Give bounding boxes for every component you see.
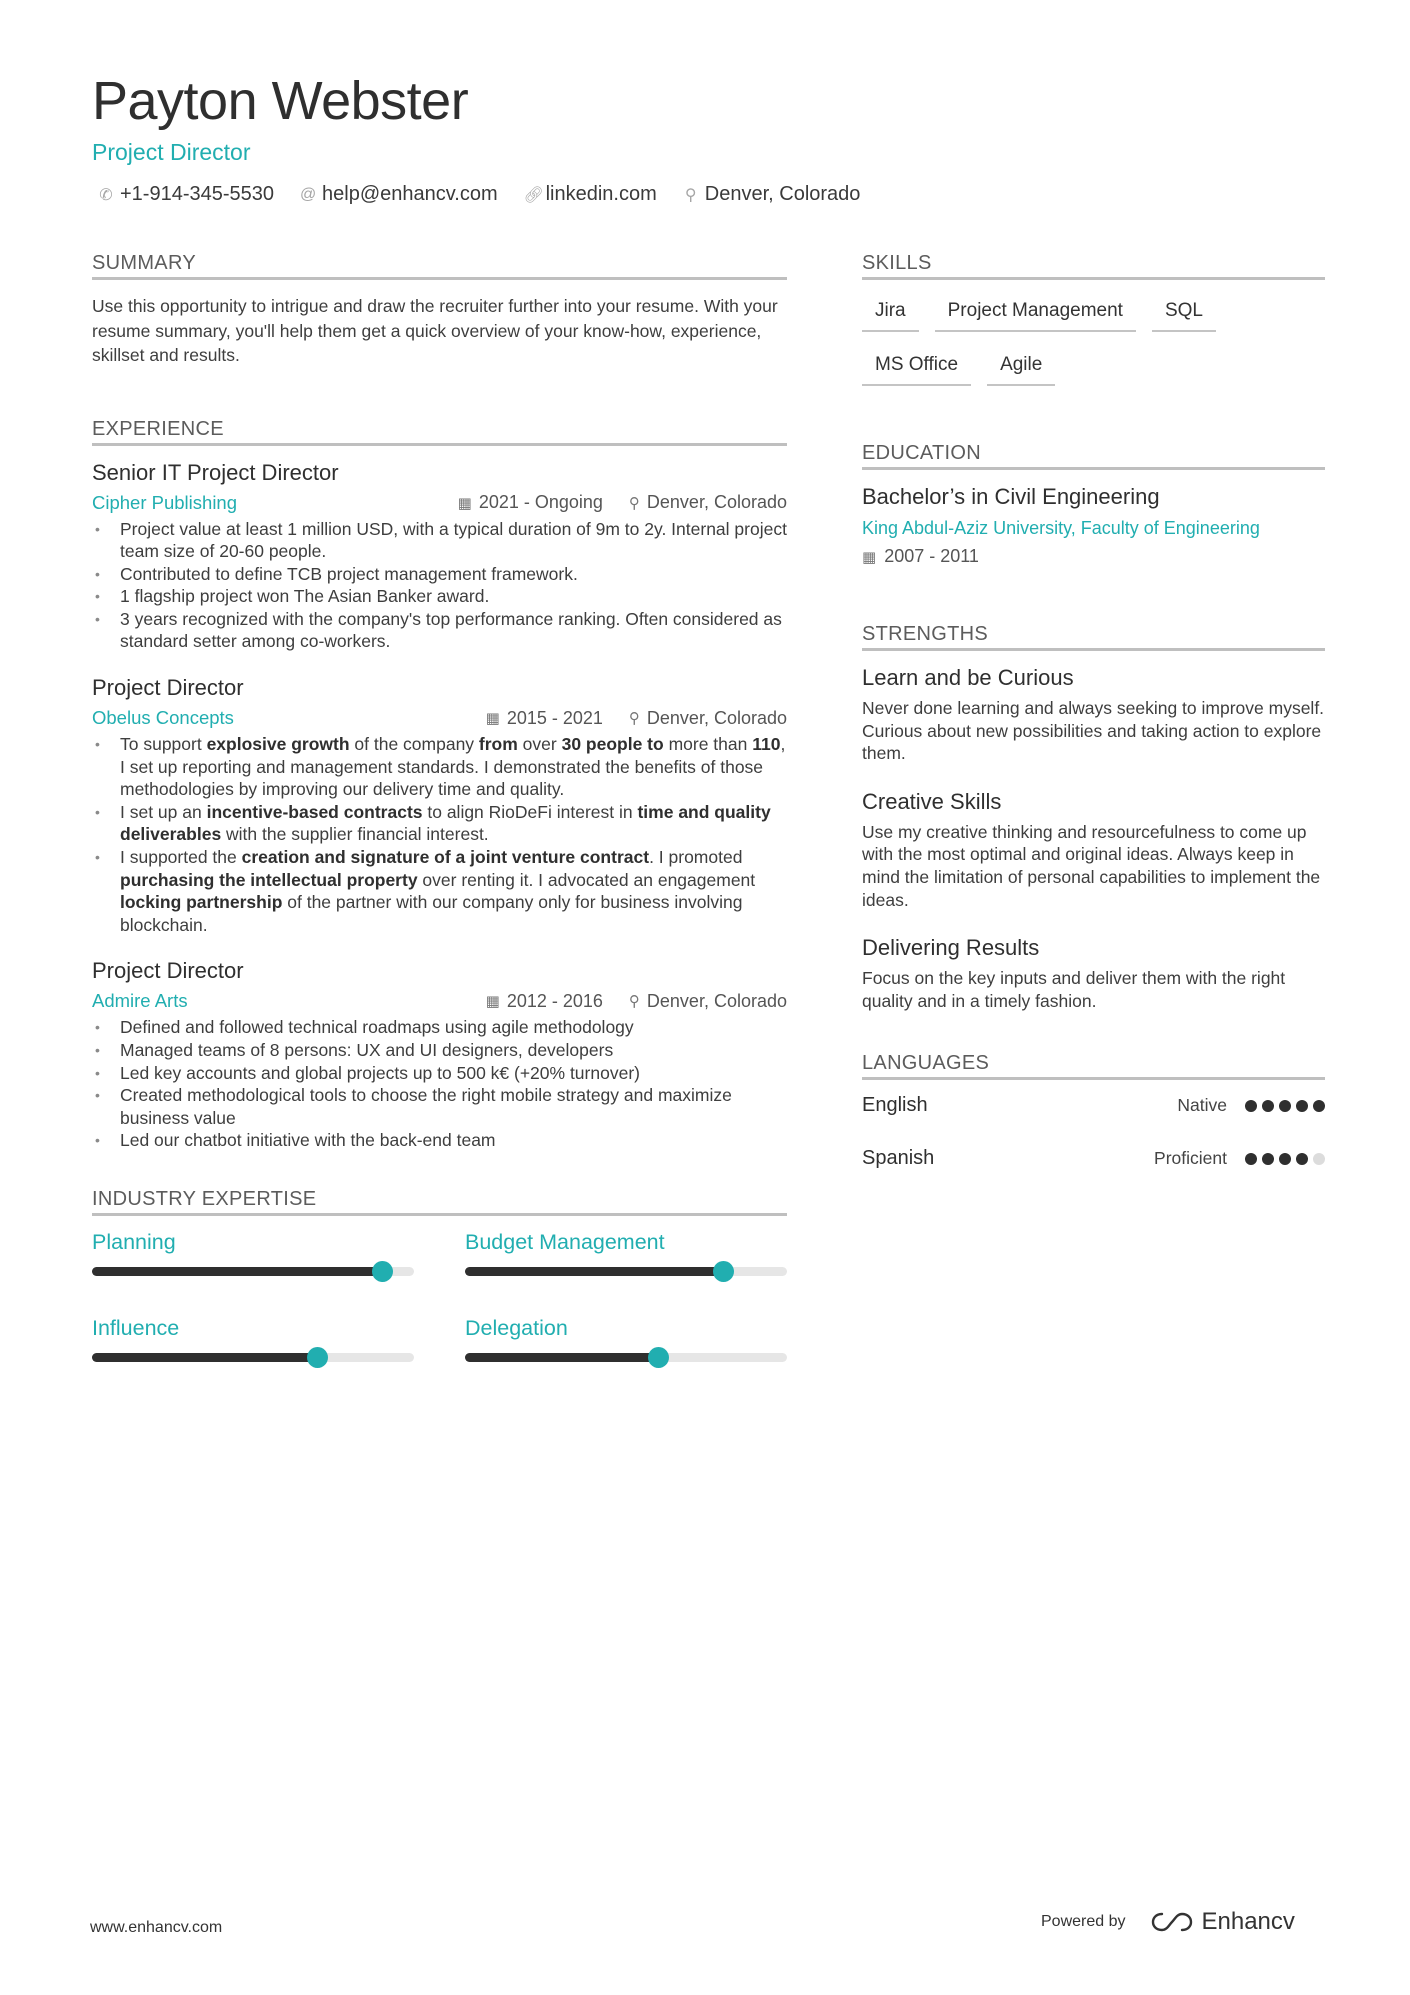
proficiency-dot bbox=[1296, 1153, 1308, 1165]
bullet-item bbox=[120, 1084, 787, 1129]
expertise-grid bbox=[92, 1230, 787, 1362]
contact-item[interactable] bbox=[300, 183, 498, 206]
expertise-track bbox=[92, 1353, 414, 1362]
strength-item bbox=[862, 935, 1325, 1012]
bullet-item bbox=[120, 563, 787, 586]
bullet-item bbox=[120, 608, 787, 653]
skill-tag: Project Management bbox=[935, 294, 1136, 332]
strength-text: Use my creative thinking and resourcefulness to come up with the most optimal and original ideas. Always keep in mind the limitation of personal capabilities to implement the ideas. bbox=[862, 821, 1321, 910]
bullet-emphasis: locking partnership bbox=[120, 892, 283, 913]
language-name: English bbox=[862, 1094, 928, 1117]
expertise-item bbox=[92, 1316, 414, 1362]
enhancv-logo[interactable] bbox=[1150, 1908, 1295, 1936]
candidate-role: Project Director bbox=[92, 139, 251, 165]
bullet-emphasis: incentive-based contracts bbox=[206, 801, 423, 822]
bullet-emphasis: explosive growth bbox=[206, 734, 350, 755]
link-icon: 🔗︎ bbox=[523, 186, 544, 204]
expertise-knob bbox=[372, 1261, 393, 1282]
languages-section bbox=[862, 1052, 1325, 1170]
bullet-text: Managed teams of 8 persons: UX and UI designers, developers bbox=[120, 1040, 614, 1060]
location-icon: ⚲ bbox=[628, 710, 640, 728]
skills-list bbox=[862, 294, 1325, 386]
company-name: Cipher Publishing bbox=[92, 491, 238, 513]
bullet-text: more than bbox=[663, 734, 753, 755]
job-meta-right bbox=[458, 492, 787, 513]
contact-item[interactable] bbox=[683, 183, 861, 206]
proficiency-dot bbox=[1296, 1100, 1308, 1112]
location-icon: ⚲ bbox=[684, 186, 697, 204]
expertise-fill bbox=[92, 1353, 317, 1362]
bullet-text: over bbox=[517, 734, 562, 755]
bullet-item bbox=[120, 1039, 787, 1062]
bullet-item bbox=[120, 1062, 787, 1085]
proficiency-dot bbox=[1245, 1153, 1257, 1165]
bullet-emphasis: 30 people to bbox=[561, 734, 664, 755]
bullet-text: I supported the bbox=[120, 847, 242, 868]
enhancv-logo-text: Enhancv bbox=[1201, 1908, 1295, 1935]
location-icon: ⚲ bbox=[628, 494, 640, 512]
proficiency-dot bbox=[1245, 1100, 1257, 1112]
expertise-track bbox=[465, 1267, 787, 1276]
experience-heading: EXPERIENCE bbox=[92, 418, 787, 446]
job-dates bbox=[486, 708, 603, 729]
language-dots bbox=[1245, 1153, 1325, 1165]
calendar-icon: ▦ bbox=[862, 548, 877, 566]
location-icon: ⚲ bbox=[628, 993, 640, 1011]
education-dates bbox=[862, 546, 1325, 567]
education-heading: EDUCATION bbox=[862, 442, 1325, 470]
job-meta-right bbox=[486, 991, 787, 1012]
job-bullets bbox=[92, 1016, 787, 1152]
bullet-text: Contributed to define TCB project management framework. bbox=[120, 563, 578, 584]
bullet-item bbox=[120, 585, 787, 608]
contact-text: +1-914-345-5530 bbox=[120, 183, 275, 205]
job-meta bbox=[92, 990, 787, 1012]
language-proficiency bbox=[1154, 1148, 1325, 1169]
bullet-text: 3 years recognized with the company's top performance ranking. Often considered as standard setter among co-workers. bbox=[120, 608, 782, 652]
proficiency-dot bbox=[1262, 1100, 1274, 1112]
expertise-knob bbox=[648, 1347, 669, 1368]
bullet-item bbox=[120, 846, 787, 936]
bullet-text: Led our chatbot initiative with the back-end team bbox=[120, 1130, 496, 1151]
strengths-list bbox=[862, 665, 1325, 1012]
language-proficiency bbox=[1177, 1095, 1325, 1116]
summary-text: Use this opportunity to intrigue and draw the recruiter further into your resume. With your resume summary, you'll help them get a quick overview of your know-how, experience, skillset and results. bbox=[92, 296, 778, 365]
bullet-item bbox=[120, 518, 787, 563]
proficiency-dot bbox=[1279, 1100, 1291, 1112]
job-dates bbox=[458, 492, 603, 513]
calendar-icon: ▦ bbox=[485, 993, 500, 1011]
job-meta bbox=[92, 707, 787, 729]
footer-branding bbox=[1041, 1908, 1295, 1936]
bullet-text: with the supplier financial interest. bbox=[221, 824, 489, 845]
job-meta-right bbox=[486, 708, 787, 729]
job-location-text: Denver, Colorado bbox=[646, 990, 787, 1011]
languages-list bbox=[862, 1094, 1325, 1170]
bullet-text: Project value at least 1 million USD, with a typical duration of 9m to 2y. Internal project team size of 20-60 people. bbox=[120, 518, 787, 562]
strength-title: Learn and be Curious bbox=[862, 665, 1074, 690]
expertise-item bbox=[465, 1230, 787, 1276]
education-dates-text: 2007 - 2011 bbox=[884, 546, 979, 566]
proficiency-dot bbox=[1313, 1153, 1325, 1165]
strength-item bbox=[862, 789, 1325, 911]
right-column bbox=[862, 252, 1325, 1200]
bullet-emphasis: creation and signature of a joint venture contract bbox=[241, 847, 650, 868]
job-title: Project Director bbox=[92, 675, 244, 701]
job-location bbox=[629, 991, 787, 1012]
bullet-emphasis: time and quality deliverables bbox=[120, 801, 771, 845]
bullet-text: 1 flagship project won The Asian Banker award. bbox=[120, 586, 490, 607]
bullet-text: . I promoted bbox=[649, 847, 743, 868]
expertise-fill bbox=[465, 1267, 723, 1276]
education-school: King Abdul-Aziz University, Faculty of Engineering bbox=[862, 518, 1260, 538]
bullet-item bbox=[120, 1016, 787, 1039]
experience-list bbox=[92, 460, 787, 1152]
job-location bbox=[629, 492, 787, 513]
bullet-emphasis: from bbox=[478, 734, 518, 755]
language-row bbox=[862, 1094, 1325, 1117]
company-name: Admire Arts bbox=[92, 990, 188, 1012]
job-location bbox=[629, 708, 787, 729]
bullet-text: to align RioDeFi interest in bbox=[422, 801, 638, 822]
language-level: Proficient bbox=[1154, 1148, 1227, 1169]
bullet-text: of the partner with our company only for business involving blockchain. bbox=[120, 892, 743, 935]
bullet-item bbox=[120, 1129, 787, 1152]
strength-text: Focus on the key inputs and deliver them with the right quality and in a timely fashion. bbox=[862, 968, 1286, 1011]
job-title: Senior IT Project Director bbox=[92, 459, 339, 485]
at-icon: @ bbox=[300, 185, 317, 203]
expertise-knob bbox=[713, 1261, 734, 1282]
job-dates-text: 2021 - Ongoing bbox=[478, 492, 603, 512]
proficiency-dot bbox=[1262, 1153, 1274, 1165]
summary-heading: SUMMARY bbox=[92, 252, 787, 280]
job-location-text: Denver, Colorado bbox=[646, 707, 787, 728]
strength-title: Creative Skills bbox=[862, 788, 1002, 814]
languages-heading: LANGUAGES bbox=[862, 1052, 1325, 1080]
footer-website[interactable]: www.enhancv.com bbox=[90, 1919, 223, 1936]
bullet-emphasis: purchasing the intellectual property bbox=[120, 869, 418, 890]
contact-text: Denver, Colorado bbox=[704, 183, 861, 205]
job-bullets bbox=[92, 518, 787, 654]
bullet-text: To support bbox=[120, 734, 207, 755]
expertise-name: Budget Management bbox=[465, 1229, 665, 1254]
job-entry bbox=[92, 958, 787, 1152]
language-row bbox=[862, 1147, 1325, 1170]
language-level: Native bbox=[1177, 1095, 1227, 1116]
language-name: Spanish bbox=[862, 1147, 935, 1170]
proficiency-dot bbox=[1313, 1100, 1325, 1112]
strength-title: Delivering Results bbox=[862, 935, 1040, 961]
language-dots bbox=[1245, 1100, 1325, 1112]
bullet-text: of the company bbox=[349, 734, 479, 755]
calendar-icon: ▦ bbox=[457, 494, 472, 512]
expertise-item bbox=[465, 1316, 787, 1362]
industry-expertise bbox=[92, 1188, 787, 1362]
expertise-heading: INDUSTRY EXPERTISE bbox=[92, 1188, 787, 1216]
phone-icon: ✆ bbox=[99, 186, 113, 204]
contact-text: linkedin.com bbox=[545, 183, 657, 205]
bullet-text: Led key accounts and global projects up to 500 k€ (+20% turnover) bbox=[120, 1062, 640, 1083]
expertise-item bbox=[92, 1230, 414, 1276]
bullet-text: Defined and followed technical roadmaps using agile methodology bbox=[120, 1017, 634, 1038]
expertise-fill bbox=[465, 1353, 658, 1362]
bullet-text: Created methodological tools to choose the right mobile strategy and maximize business value bbox=[120, 1085, 732, 1128]
expertise-name: Influence bbox=[92, 1315, 180, 1340]
job-location-text: Denver, Colorado bbox=[646, 492, 787, 512]
calendar-icon: ▦ bbox=[485, 710, 500, 728]
contact-text: help@enhancv.com bbox=[322, 183, 498, 205]
job-dates-text: 2012 - 2016 bbox=[506, 990, 603, 1011]
skill-tag: Jira bbox=[862, 294, 919, 332]
expertise-track bbox=[92, 1267, 414, 1276]
job-meta bbox=[92, 492, 787, 514]
expertise-name: Delegation bbox=[465, 1315, 568, 1340]
skill-tag: SQL bbox=[1152, 294, 1216, 332]
expertise-knob bbox=[307, 1347, 328, 1368]
expertise-name: Planning bbox=[92, 1229, 176, 1254]
contact-item[interactable] bbox=[524, 183, 657, 206]
strengths-heading: STRENGTHS bbox=[862, 623, 1325, 651]
job-title: Project Director bbox=[92, 958, 244, 984]
job-bullets bbox=[92, 733, 787, 936]
candidate-name: Payton Webster bbox=[92, 71, 469, 131]
education-degree: Bachelor’s in Civil Engineering bbox=[862, 484, 1160, 509]
bullet-text: , I set up reporting and management standards. I demonstrated the benefits of those methodologies by improving our delivery time and quality. bbox=[120, 734, 786, 800]
skills-heading: SKILLS bbox=[862, 252, 1325, 280]
contact-item[interactable] bbox=[98, 183, 274, 206]
enhancv-logo-icon bbox=[1150, 1910, 1194, 1934]
powered-by-label: Powered by bbox=[1041, 1913, 1126, 1930]
company-name: Obelus Concepts bbox=[92, 707, 234, 729]
strength-item bbox=[862, 665, 1325, 765]
skill-tag: MS Office bbox=[862, 348, 971, 386]
bullet-item bbox=[120, 733, 787, 801]
job-dates bbox=[486, 991, 603, 1012]
job-entry bbox=[92, 460, 787, 654]
expertise-fill bbox=[92, 1267, 382, 1276]
left-column bbox=[92, 252, 787, 1362]
contact-bar bbox=[98, 183, 860, 206]
job-dates-text: 2015 - 2021 bbox=[506, 707, 603, 728]
proficiency-dot bbox=[1279, 1153, 1291, 1165]
job-entry bbox=[92, 675, 787, 936]
bullet-item bbox=[120, 801, 787, 846]
skill-tag: Agile bbox=[987, 348, 1055, 386]
bullet-text: over renting it. I advocated an engagement bbox=[417, 869, 756, 890]
strength-text: Never done learning and always seeking to improve myself. Curious about new possibilities and taking action to explore them. bbox=[862, 698, 1325, 764]
bullet-text: I set up an bbox=[120, 801, 207, 822]
bullet-emphasis: 110 bbox=[752, 734, 781, 755]
expertise-track bbox=[465, 1353, 787, 1362]
